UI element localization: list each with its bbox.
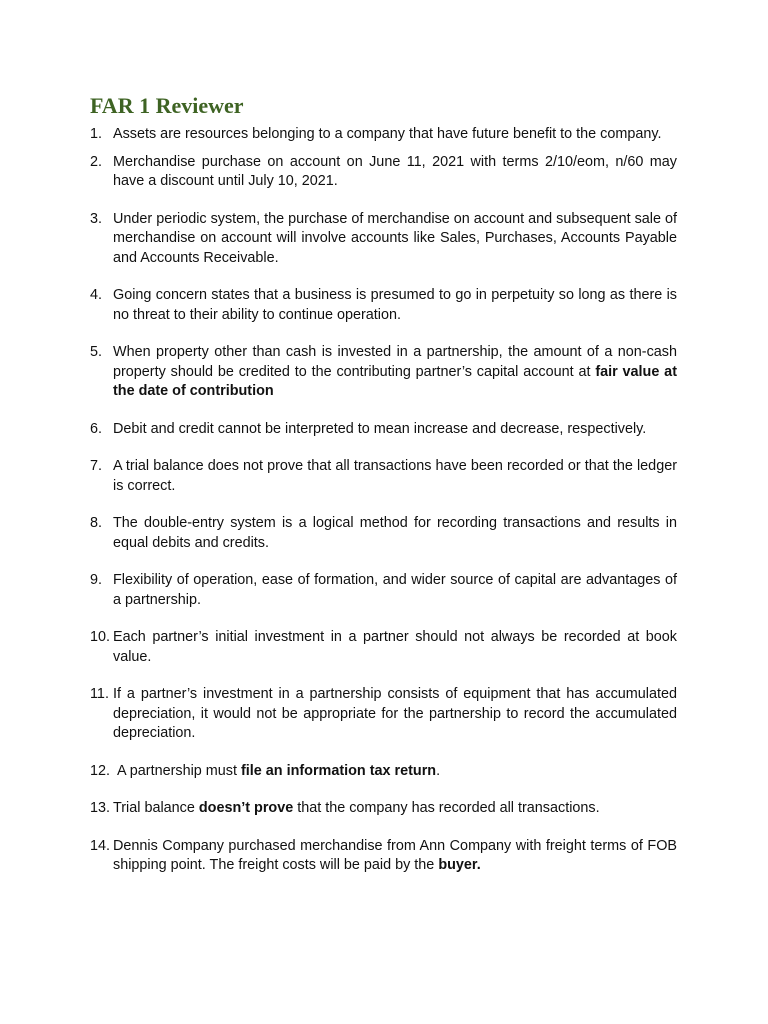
item-text: A trial balance does not prove that all transactions have been recorded or that the ledger is correct. [113,458,677,494]
list-item [90,685,677,744]
item-text: Flexibility of operation, ease of formation, and wider source of capital are advantages of a partnership. [113,572,677,608]
list-item [90,343,677,402]
item-number: 10. [90,629,111,645]
item-text: Debit and credit cannot be interpreted to mean increase and decrease, respectively. [113,420,647,437]
emphasis-text: fair value at the date of contribution [113,363,677,399]
item-text: Assets are resources belonging to a company that have future benefit to the company. [113,126,662,142]
list-item [90,125,677,145]
item-number: 12. [90,762,111,779]
list-item [90,837,677,876]
item-number: 4. [90,287,103,303]
item-text: Under periodic system, the purchase of merchandise on account and subsequent sale of merchandise on account will involve accounts like Sales, Purchases, Accounts Payable and Accounts Receivable. [113,210,677,266]
reviewer-list [90,125,677,876]
item-text: Each partner’s initial investment in a partner should not always be recorded at book value. [113,629,677,665]
page-title: FAR 1 Reviewer [90,93,244,118]
item-text: A partnership must file an information tax return. [113,762,441,779]
item-text: If a partner’s investment in a partnership consists of equipment that has accumulated depreciation, it would not be appropriate for the partnership to record the accumulated depreciation. [113,686,677,741]
emphasis-text: doesn’t prove [198,800,294,816]
list-item [90,457,677,496]
list-item [90,799,677,819]
item-number: 11. [90,686,109,702]
item-text: The double-entry system is a logical method for recording transactions and results in equal debits and credits. [113,515,677,551]
emphasis-text: buyer. [438,857,481,873]
item-number: 1. [90,126,103,142]
item-number: 8. [90,515,103,531]
list-item [90,210,677,269]
item-number: 3. [90,210,103,227]
item-text: Trial balance doesn’t prove that the company has recorded all transactions. [113,800,600,816]
list-item [90,286,677,325]
item-text: When property other than cash is invested in a partnership, the amount of a non-cash property should be credited to the contributing partner’s capital account at fair value at the date of contribution [113,344,677,399]
item-number: 13. [90,800,111,816]
list-item [90,628,677,667]
item-text: Going concern states that a business is presumed to go in perpetuity so long as there is no threat to their ability to continue operation. [113,287,677,323]
list-item [90,514,677,553]
item-text: Dennis Company purchased merchandise from Ann Company with freight terms of FOB shipping point. The freight costs will be paid by the buyer. [113,837,677,873]
emphasis-text: file an information tax return [240,762,437,779]
item-number: 9. [90,572,103,588]
list-item [90,153,677,192]
item-number: 6. [90,420,103,437]
list-item [90,762,677,782]
list-item [90,571,677,610]
item-number: 5. [90,344,103,360]
item-text: Merchandise purchase on account on June 11, 2021 with terms 2/10/eom, n/60 may have a discount until July 10, 2021. [113,153,677,189]
item-number: 7. [90,458,103,474]
list-item [90,420,677,440]
item-number: 14. [90,837,111,854]
item-number: 2. [90,153,103,170]
